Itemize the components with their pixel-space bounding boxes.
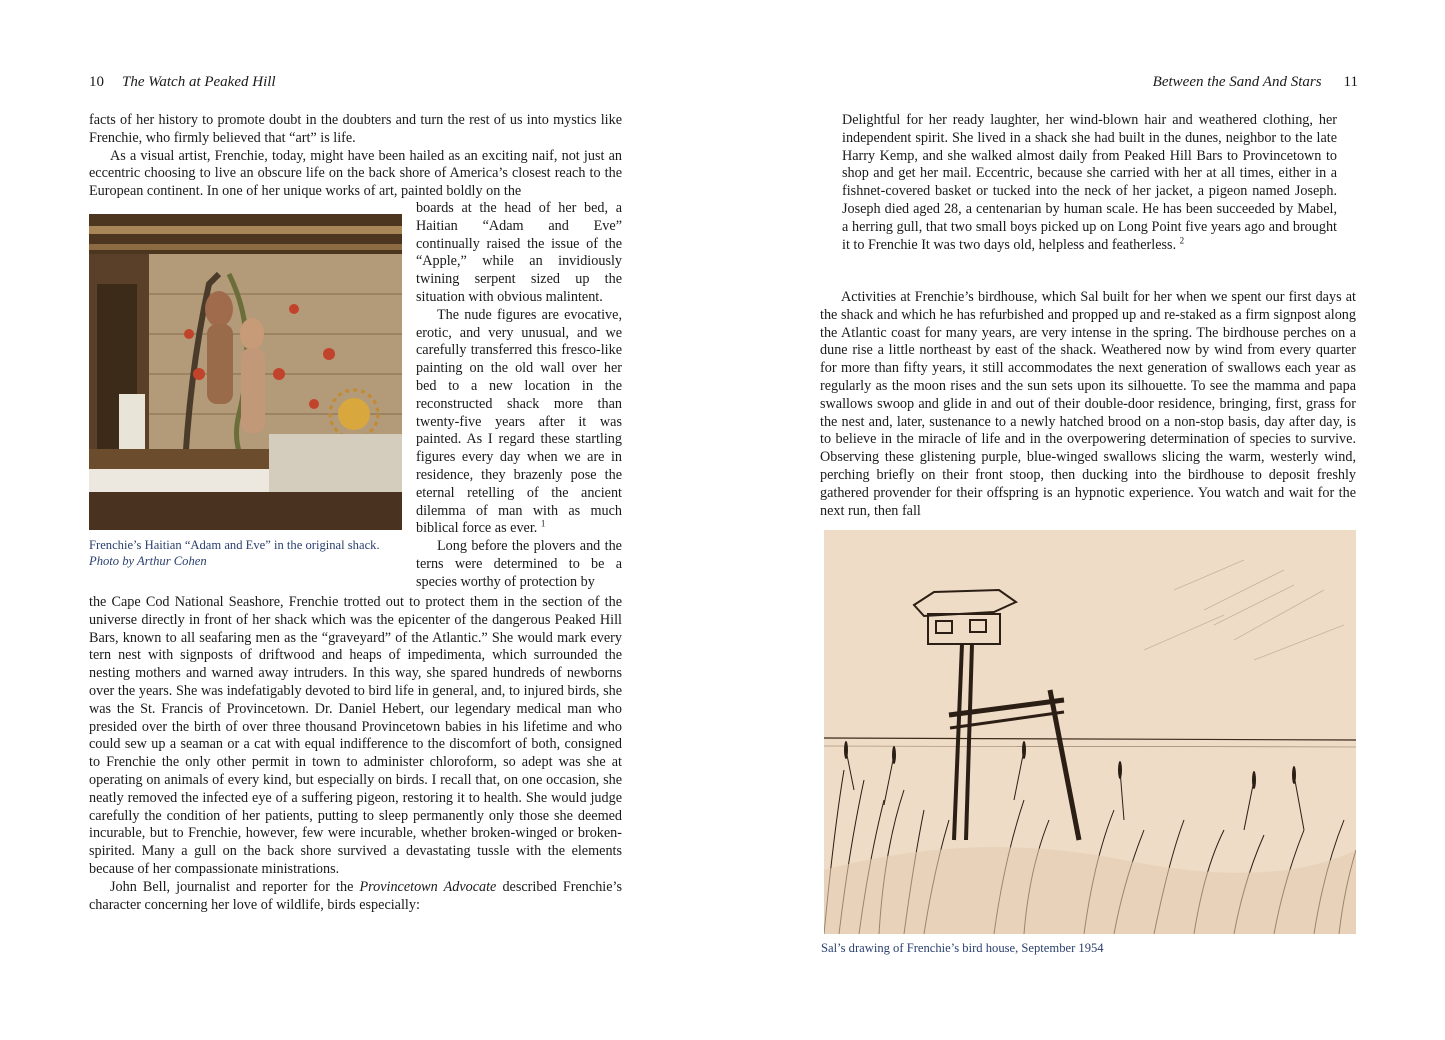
newspaper-title: Provincetown Advocate	[359, 878, 497, 895]
left-top-text	[89, 112, 622, 201]
right-page	[722, 0, 1445, 1040]
left-paragraph-5-before: John Bell, journalist and reporter for the	[110, 878, 360, 895]
left-paragraph-2: As a visual artist, Frenchie, today, might have been hailed as an exciting naif, not just an eccentric choosing to live an obscure life on the back shore of America’s closest reach to the European continent. In one of her unique works of art, painted boldly on the	[89, 147, 622, 200]
left-paragraph-3-text: The nude figures are evocative, erotic, and very unusual, and we carefully transferred this fresco-like painting on the old wall over her bed to a new location in the reconstructed shack more than twenty-five years after it was painted. As I regard these startling figures every day when we are in residence, they brazenly pose the eternal retelling of the ancient dilemma of man with as much biblical force as ever.	[416, 306, 622, 537]
adam-and-eve-photo	[89, 214, 402, 530]
footnote-marker-1[interactable]: 1	[540, 518, 546, 529]
left-wrap-text	[416, 200, 622, 592]
right-page-number: 11	[1343, 74, 1358, 90]
right-running-head	[1153, 72, 1358, 92]
birdhouse-drawing	[824, 530, 1356, 934]
photo-caption-text: Frenchie’s Haitian “Adam and Eve” in the original shack.	[89, 538, 380, 552]
left-paragraph-4-cont: the Cape Cod National Seashore, Frenchie trotted out to protect them in the section of the universe directly in front of her shack which was the epicenter of the dangerous Peaked Hill Bars, known to all seafaring men as the “graveyard” of the Atlantic.” She would mark every tern nest with signposts of driftwood and heaps of impedimenta, which surrounded the nesting mothers and warned away intruders. In this way, she spared hundreds of newborns over the years. She was indefatigably devoted to bird life in general, and, to injured birds, she was the St. Francis of Provincetown. Dr. Daniel Hebert, our legendary medical man who presided over the birth of over three thousand Provincetown babies in his lifetime and who could sew up a seaman or a cat with equal indifference to the discomfort of both, consigned to Frenchie the only other permit in town to administer chloroform, so adept was she at operating on animals of every kind, but especially on birds. I recall that, on one occasion, she neatly removed the infected eye of a suffering pigeon, restoring it to health. She would judge carefully the condition of her patients, putting to sleep permanently only those she deemed incurable, but to Frenchie, however, few were incurable, whether broken-winged or broken-spirited. Many a gull on the back shore survived a devastating tussle with the elements because of her compassionate ministrations.	[89, 594, 622, 877]
photo-credit: Photo by Arthur Cohen	[89, 554, 207, 568]
left-paragraph-2-cont: boards at the head of her bed, a Haitian “Adam and Eve” continually raised the issue of the “Apple,” while an invidiously twining serpent sized up the situation with obvious malintent.	[416, 200, 622, 305]
left-running-head	[89, 72, 276, 92]
right-paragraph-1: Activities at Frenchie’s birdhouse, which Sal built for her when we spent our first days at the shack and which he has refurbished and propped up and re-staked as a firm signpost along the Atlantic coast for many years, are very intense in the spring. The birdhouse perches on a dune rise a little northeast by east of the shack. Weathered now by wind from every quarter for more than fifty years, it still accommodates the next generation of swallows each year as regularly as the moon rises and the sun sets upon its silhouette. To see the mamma and papa swallows swoop and glide in and out of their double-door residence, bringing, first, grass for the nest and, later, sustenance to a newly hatched brood on a non-stop basis, day after day, is to believe in the miracle of life and in the overpowering determination of species to survive. Observing these glistening purple, blue-winged swallows slicing the warm, westerly wind, perching briefly on their front stoop, then ducking into the birdhouse to deposit freshly gathered provender for their offspring is an hypnotic experience. You watch and wait for the next run, then fall	[820, 289, 1356, 519]
photo-caption	[89, 537, 409, 569]
left-paragraph-4: Long before the plovers and the terns were determined to be a species worthy of protection by	[416, 538, 622, 590]
block-quote-text	[842, 112, 1337, 254]
right-running-title: Between the Sand And Stars	[1152, 74, 1322, 90]
left-page-number: 10	[89, 74, 104, 90]
left-running-title: The Watch at Peaked Hill	[122, 74, 276, 90]
left-paragraph-5	[89, 879, 622, 915]
quote-text: Delightful for her ready laughter, her wind-blown hair and weathered clothing, her independent spirit. She lived in a shack she had built in the dunes, neighbor to the late Harry Kemp, and she walked almost daily from Peaked Hill Bars to Provincetown to shop and get her mail. Eccentric, because she carried with her at all times, either in a fishnet-covered basket or tucked into the neck of her jacket, a pigeon named Joseph. Joseph died aged 28, a centenarian by human scale. He has been succeeded by Mabel, a herring gull, that two small boys picked up on Long Point five years ago and brought it to Frenchie It was two days old, helpless and featherless.	[842, 112, 1337, 253]
drawing-caption: Sal’s drawing of Frenchie’s bird house, September 1954	[821, 941, 1104, 955]
right-body-text	[820, 289, 1356, 520]
birdhouse-drawing-image	[824, 530, 1356, 934]
left-page	[0, 0, 722, 1040]
block-quote	[842, 112, 1337, 254]
footnote-marker-2[interactable]: 2	[1179, 234, 1185, 245]
left-paragraph-5-after: described Frenchie’s character concerning her love of wildlife, birds especially:	[89, 878, 622, 913]
adam-and-eve-photo-image	[89, 214, 402, 530]
left-paragraph-3	[416, 307, 622, 538]
left-paragraph-1: facts of her history to promote doubt in the doubters and turn the rest of us into mystics like Frenchie, who firmly believed that “art” is life.	[89, 112, 622, 146]
left-bottom-text	[89, 594, 622, 914]
